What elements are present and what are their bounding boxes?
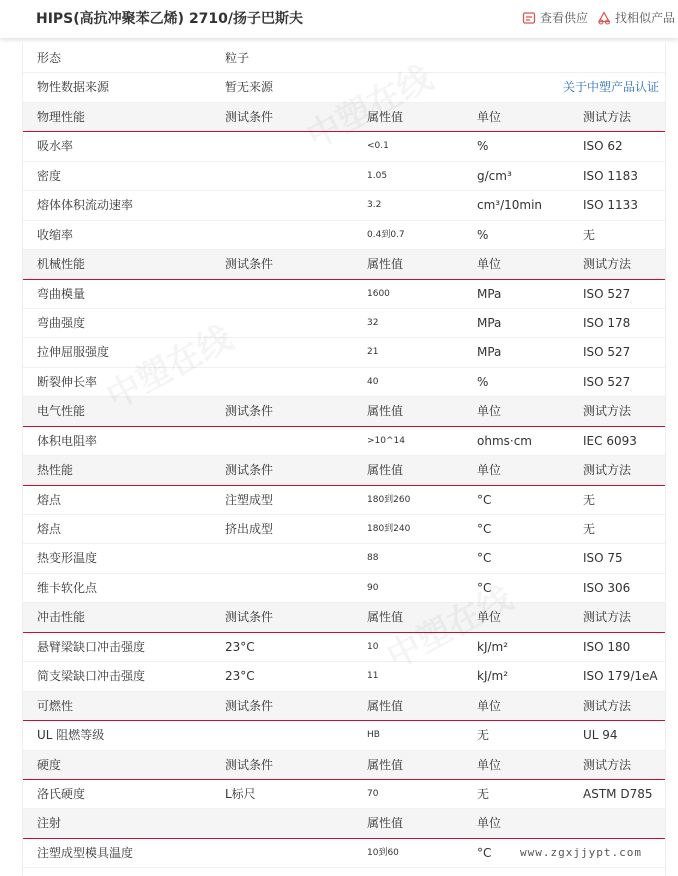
property-value: 32 [367,317,379,328]
test-condition: 挤出成型 [225,522,274,536]
property-value: 暂无来源 [225,80,274,95]
property-name: 可燃性 [37,698,74,713]
unit: % [477,139,489,154]
property-name: 冲击性能 [37,610,86,625]
property-value: 属性值 [367,404,404,419]
property-value: 88 [367,553,379,564]
test-method: 测试方法 [583,698,632,713]
site-watermark: www.zgxjjypt.com [520,846,642,859]
property-name: 熔点 [37,492,62,507]
test-method: 测试方法 [583,610,632,625]
property-value: >10^14 [367,435,405,446]
property-value: 1600 [367,288,390,299]
property-value: 属性值 [367,109,404,124]
section-header-row [23,751,665,780]
property-name: 收缩率 [37,227,74,242]
unit: g/cm³ [477,168,512,183]
test-method: 测试方法 [583,257,632,272]
unit: 单位 [477,816,502,831]
section-header-row [23,692,665,721]
property-name: 形态 [37,51,62,65]
test-condition: 测试条件 [225,404,274,419]
unit: 单位 [477,404,502,419]
property-name: 密度 [37,168,62,183]
property-row [23,721,665,750]
property-name: 维卡软化点 [37,580,98,595]
unit: 无 [477,728,490,743]
property-name: 断裂伸长率 [37,374,98,389]
unit: °C [477,522,492,536]
section-header-row [23,809,665,838]
section-header-row [23,456,665,485]
test-condition: 测试条件 [225,257,274,272]
test-method: 测试方法 [583,404,632,419]
view-supply-button[interactable] [522,9,588,26]
unit: ohms·cm [477,433,532,448]
property-row [23,221,665,250]
unit: 无 [477,786,490,801]
property-value: 3.2 [367,200,382,211]
test-method: 无 [583,492,596,507]
section-header-row [23,603,665,632]
property-name: 体积电阻率 [37,433,98,448]
property-row [23,338,665,367]
test-condition: 测试条件 [225,698,274,713]
test-method: ISO 62 [583,139,623,154]
property-value: 180到240 [367,524,411,534]
property-value: 11 [367,671,379,682]
property-row [23,309,665,338]
supply-icon [522,11,536,25]
property-row [23,191,665,220]
test-method: ISO 1133 [583,198,638,213]
property-value: 属性值 [367,463,404,478]
unit: 单位 [477,109,502,124]
unit: °C [477,580,492,595]
property-value: HB [367,730,380,741]
section-header-row [23,103,665,132]
test-condition: 测试条件 [225,463,274,478]
test-condition: 注塑成型 [225,492,274,507]
unit: °C [477,492,492,507]
unit: 单位 [477,757,502,772]
property-value: <0.1 [367,141,389,152]
property-value: 属性值 [367,698,404,713]
property-value: 40 [367,376,379,387]
property-row [23,544,665,573]
find-similar-button[interactable] [597,9,675,26]
test-condition: 23°C [225,669,255,684]
test-method: 测试方法 [583,757,632,772]
property-name: 硬度 [37,757,62,772]
property-row [23,574,665,603]
unit: MPa [477,345,502,360]
property-name: 弯曲强度 [37,315,86,330]
unit: 单位 [477,698,502,713]
property-name: 弯曲模量 [37,286,86,301]
property-row [23,162,665,191]
property-name: 物性数据来源 [37,80,110,95]
property-row [23,280,665,309]
property-name: 吸水率 [37,139,74,154]
property-value: 90 [367,582,379,593]
info-row [23,73,665,102]
test-method: UL 94 [583,728,618,743]
info-row [23,44,665,73]
property-value: 70 [367,788,379,799]
similar-products-icon [597,11,611,25]
property-name: 电气性能 [37,404,86,419]
property-row [23,780,665,809]
section-header-row [23,250,665,279]
test-method: ISO 179/1eA [583,669,658,684]
test-method: ISO 306 [583,580,631,595]
certification-link[interactable]: 关于中塑产品认证 [562,80,659,95]
test-method: ISO 178 [583,315,631,330]
unit: cm³/10min [477,198,543,213]
property-value: 180到260 [367,494,411,505]
unit: % [477,227,489,242]
find-similar-label: 找相似产品 [615,11,676,25]
property-name: 简支梁缺口冲击强度 [37,669,146,684]
property-row [23,662,665,691]
view-supply-label: 查看供应 [540,11,589,25]
page-title: HIPS(高抗冲聚苯乙烯) 2710/扬子巴斯夫 [36,11,304,27]
section-header-row [23,397,665,426]
unit: % [477,374,489,389]
property-name: 热性能 [37,463,74,478]
properties-table [22,44,666,876]
test-method: ASTM D785 [583,786,653,801]
test-condition: 测试条件 [225,610,274,625]
property-row [23,633,665,662]
test-method: ISO 527 [583,286,631,301]
property-name: 物理性能 [37,109,86,124]
test-method: ISO 1183 [583,168,638,183]
property-value: 属性值 [367,816,404,831]
test-method: ISO 527 [583,374,631,389]
test-condition: 测试条件 [225,757,274,772]
property-value: 10到60 [367,847,399,858]
test-condition: L标尺 [225,786,256,801]
property-name: 注塑成型模具温度 [37,845,134,860]
property-row [23,132,665,161]
property-name: 熔体体积流动速率 [37,198,134,213]
property-value: 粒子 [225,51,250,65]
property-value: 属性值 [367,610,404,625]
property-value: 0.4到0.7 [367,229,405,240]
test-method: 无 [583,227,596,242]
property-value: 属性值 [367,257,404,272]
test-method: ISO 75 [583,551,623,566]
test-method: ISO 527 [583,345,631,360]
property-name: 悬臂梁缺口冲击强度 [37,639,146,654]
unit: °C [477,845,492,860]
property-row [23,515,665,544]
unit: kJ/m² [477,669,509,684]
property-name: 热变形温度 [37,551,98,566]
property-name: UL 阻燃等级 [37,728,105,743]
test-method: 无 [583,522,596,536]
unit: 单位 [477,463,502,478]
property-value: 1.05 [367,170,388,181]
unit: 单位 [477,610,502,625]
unit: MPa [477,286,502,301]
unit: kJ/m² [477,639,509,654]
property-name: 拉伸屈服强度 [37,345,110,360]
property-name: 洛氏硬度 [37,786,86,801]
property-value: 属性值 [367,757,404,772]
unit: °C [477,551,492,566]
property-row [23,486,665,515]
test-method: 测试方法 [583,109,632,124]
property-value: 21 [367,347,379,358]
property-name: 注射 [37,816,62,831]
property-name: 机械性能 [37,257,86,272]
test-condition: 23°C [225,639,255,654]
property-value: 10 [367,641,379,652]
test-method: IEC 6093 [583,433,637,448]
property-row [23,368,665,397]
test-method: ISO 180 [583,639,631,654]
unit: 单位 [477,257,502,272]
test-condition: 测试条件 [225,109,274,124]
header-bar [0,0,678,38]
property-name: 熔点 [37,522,62,536]
test-method: 测试方法 [583,463,632,478]
unit: MPa [477,315,502,330]
property-row [23,427,665,456]
